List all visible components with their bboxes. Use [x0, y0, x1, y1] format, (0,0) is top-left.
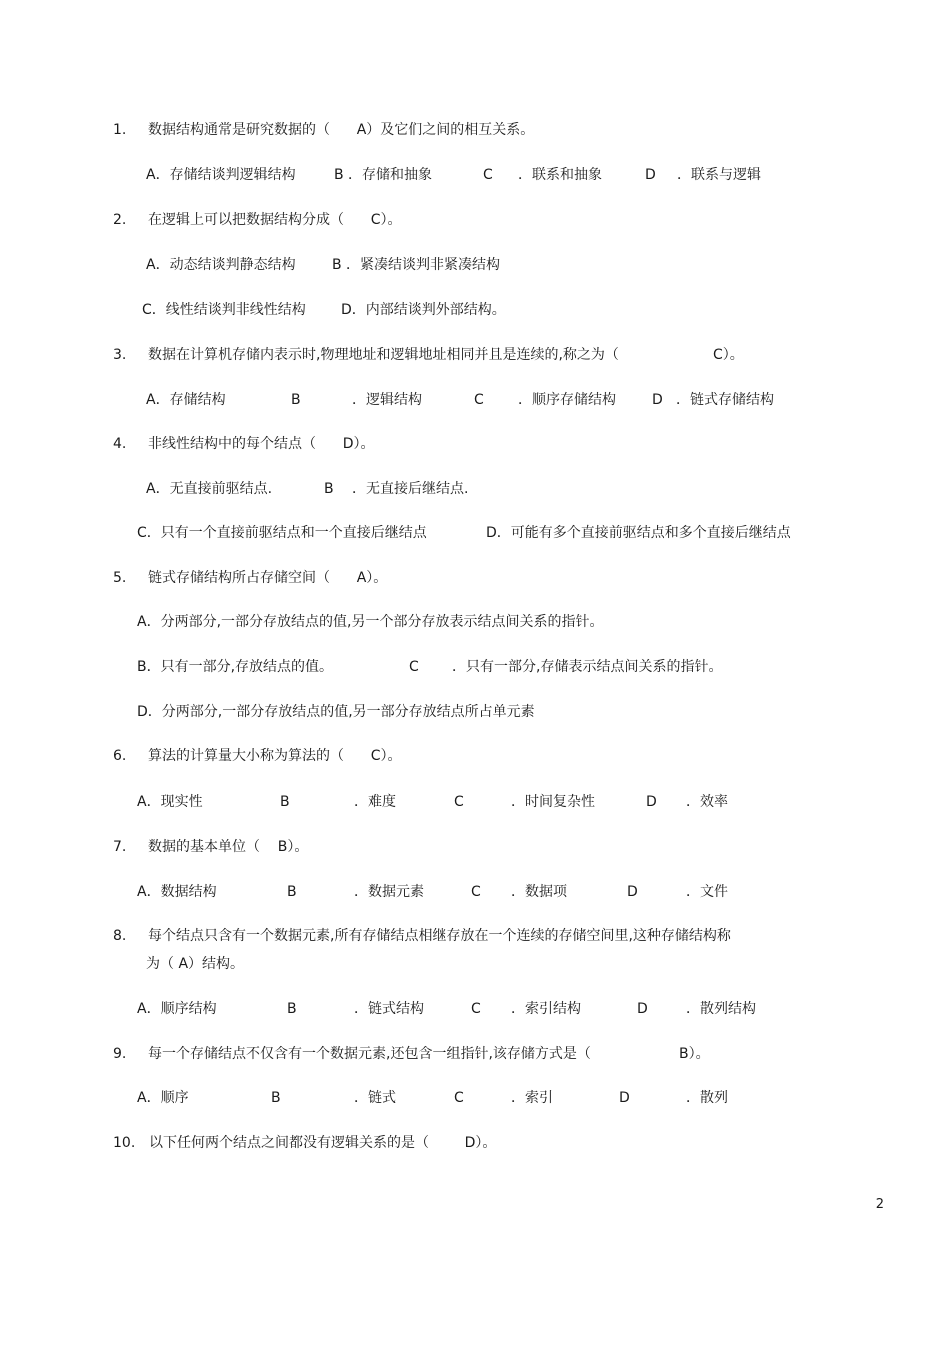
- question-stem: 链式存储结构所占存储空间（ A）。: [148, 570, 388, 586]
- option: ．只有一部分,存储表示结点间关系的指针。: [452, 659, 723, 675]
- option: ．链式结构: [354, 1001, 424, 1017]
- option: ．逻辑结构: [352, 392, 422, 408]
- option: ．索引: [511, 1090, 553, 1106]
- question-stem: 非线性结构中的每个结点（ D）。: [148, 436, 375, 452]
- option-letter: D: [652, 392, 663, 408]
- option: A．顺序: [137, 1090, 189, 1106]
- question-answer: C）。: [713, 347, 744, 363]
- option: D．内部结谈判外部结构。: [341, 302, 506, 318]
- option: ．链式: [354, 1090, 396, 1106]
- question-stem: 数据结构通常是研究数据的（ A）及它们之间的相互关系。: [148, 122, 535, 138]
- question-number: 7.: [113, 839, 127, 855]
- question-stem: 数据的基本单位（ B）。: [148, 839, 309, 855]
- option-letter: C: [454, 794, 464, 810]
- question-number: 1.: [113, 122, 127, 138]
- option-letter: B: [280, 794, 290, 810]
- option: ．无直接后继结点.: [352, 481, 469, 497]
- option: A．顺序结构: [137, 1001, 217, 1017]
- option: ．难度: [354, 794, 396, 810]
- question-answer: B）。: [679, 1046, 710, 1062]
- question-number: 9.: [113, 1046, 127, 1062]
- question-number: 8.: [113, 928, 127, 944]
- option-letter: C: [483, 167, 493, 183]
- option: ．散列结构: [686, 1001, 756, 1017]
- option-letter: B: [287, 1001, 297, 1017]
- option-letter: C: [474, 392, 484, 408]
- option: ．时间复杂性: [511, 794, 595, 810]
- option-letter: D: [619, 1090, 630, 1106]
- question-stem: 每个结点只含有一个数据元素,所有存储结点相继存放在一个连续的存储空间里,这种存储结构称: [148, 928, 731, 944]
- question-number: 3.: [113, 347, 127, 363]
- option-letter: C: [454, 1090, 464, 1106]
- question-number: 10.: [113, 1135, 136, 1151]
- question-stem: 在逻辑上可以把数据结构分成（ C）。: [148, 212, 402, 228]
- option-letter: B: [271, 1090, 281, 1106]
- question-stem: 以下任何两个结点之间都没有逻辑关系的是（ D）。: [149, 1135, 497, 1151]
- option-letter: D: [646, 794, 657, 810]
- option: A．存储结构: [146, 392, 226, 408]
- option: ．效率: [686, 794, 728, 810]
- option: A．无直接前驱结点.: [146, 481, 273, 497]
- option: B．只有一部分,存放结点的值。: [137, 659, 334, 675]
- question-stem: 每一个存储结点不仅含有一个数据元素,还包含一组指针,该存储方式是（: [148, 1046, 591, 1062]
- option: A．数据结构: [137, 884, 217, 900]
- option: A．动态结谈判静态结构: [146, 257, 296, 273]
- option: ．顺序存储结构: [518, 392, 616, 408]
- question-number: 4.: [113, 436, 127, 452]
- option-letter: B: [287, 884, 297, 900]
- option: A．分两部分,一部分存放结点的值,另一个部分存放表示结点间关系的指针。: [137, 614, 604, 630]
- option-letter: D: [645, 167, 656, 183]
- option: B ．存储和抽象: [334, 167, 433, 183]
- question-stem-continued: 为（ A）结构。: [146, 956, 245, 972]
- option: D．可能有多个直接前驱结点和多个直接后继结点: [486, 525, 791, 541]
- question-number: 2.: [113, 212, 127, 228]
- option: ．数据元素: [354, 884, 424, 900]
- option-letter: D: [637, 1001, 648, 1017]
- option: D．分两部分,一部分存放结点的值,另一部分存放结点所占单元素: [137, 704, 535, 720]
- option-letter: B: [324, 481, 334, 497]
- option-letter: C: [471, 1001, 481, 1017]
- option-letter: C: [409, 659, 419, 675]
- option: C．线性结谈判非线性结构: [142, 302, 306, 318]
- question-number: 5.: [113, 570, 127, 586]
- option-letter: D: [627, 884, 638, 900]
- option: B ．紧凑结谈判非紧凑结构: [332, 257, 501, 273]
- option: ．联系和抽象: [518, 167, 602, 183]
- option: ．联系与逻辑: [677, 167, 761, 183]
- option-letter: B: [291, 392, 301, 408]
- option: A．存储结谈判逻辑结构: [146, 167, 296, 183]
- option: ．数据项: [511, 884, 567, 900]
- question-number: 6.: [113, 748, 127, 764]
- option: ．散列: [686, 1090, 728, 1106]
- question-stem: 算法的计算量大小称为算法的（ C）。: [148, 748, 402, 764]
- question-stem: 数据在计算机存储内表示时,物理地址和逻辑地址相同并且是连续的,称之为（: [148, 347, 619, 363]
- option: ．文件: [686, 884, 728, 900]
- page-number: 2: [875, 1197, 884, 1212]
- option: C．只有一个直接前驱结点和一个直接后继结点: [137, 525, 427, 541]
- option: A．现实性: [137, 794, 203, 810]
- option-letter: C: [471, 884, 481, 900]
- option: ．索引结构: [511, 1001, 581, 1017]
- option: ．链式存储结构: [676, 392, 774, 408]
